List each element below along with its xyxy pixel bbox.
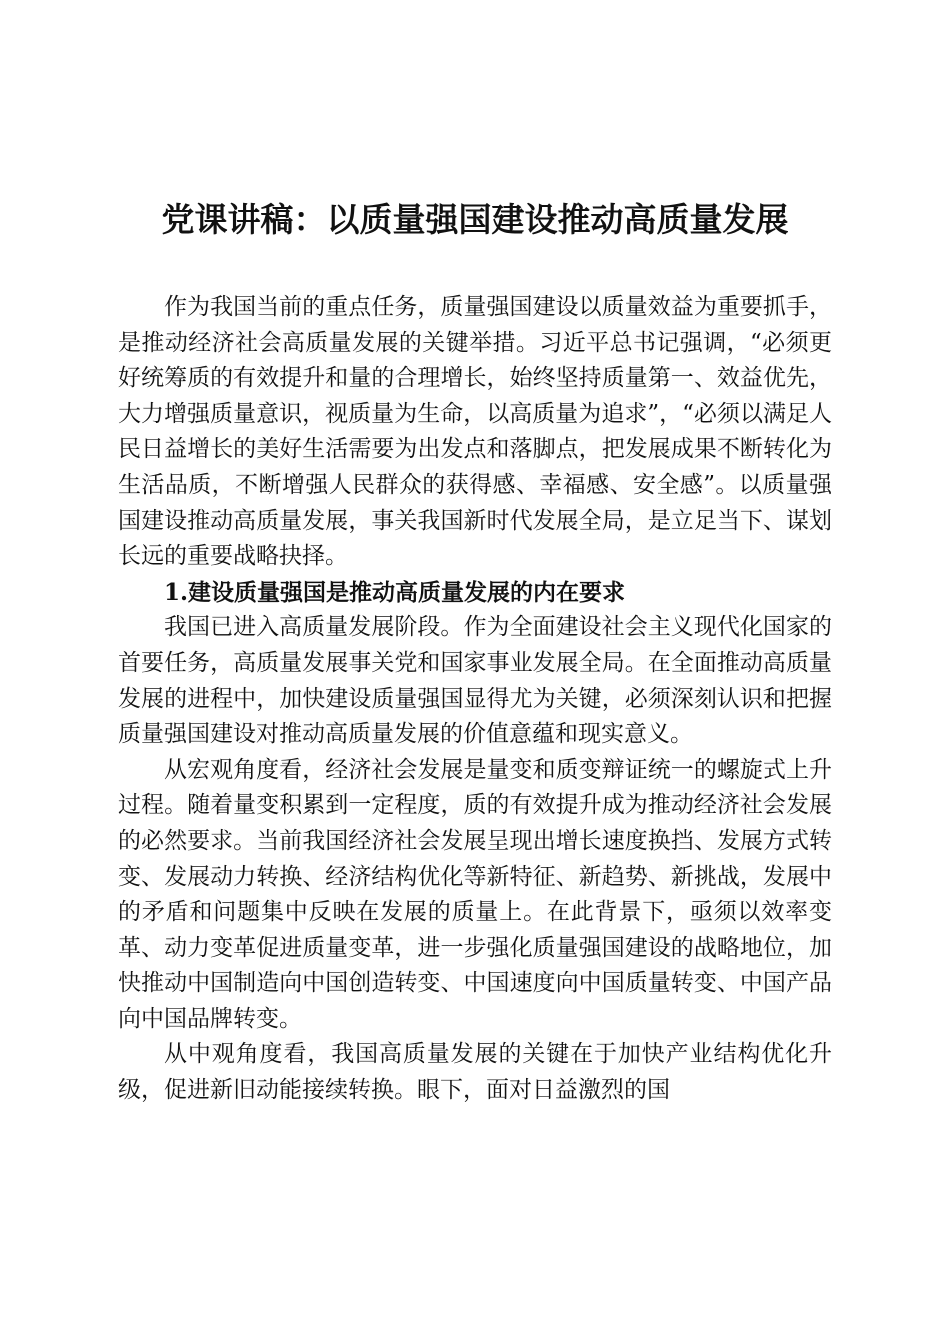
section-heading: 1.建设质量强国是推动高质量发展的内在要求 — [164, 578, 626, 606]
body-paragraph: 从宏观角度看，经济社会发展是量变和质变辩证统一的螺旋式上升过程。随着量变积累到一定程度，质的有效提升成为推动经济社会发展的必然要求。当前我国经济社会发展呈现出增长速度换挡、发展方式转变、发展动力转换、经济结构优化等新特征、新趋势、新挑战，发展中的矛盾和问题集中反映在发展的质量上。在此背景下，亟须以效率变革、动力变革促进质量变革，进一步强化质量强国建设的战略地位，加快推动中国制造向中国创造转变、中国速度向中国质量转变、中国产品向中国品牌转变。 — [118, 756, 832, 1032]
body-paragraph: 从中观角度看，我国高质量发展的关键在于加快产业结构优化升级，促进新旧动能接续转换。眼下，面对日益激烈的国 — [118, 1041, 832, 1104]
document-body — [118, 290, 832, 1109]
intro-paragraph: 作为我国当前的重点任务，质量强国建设以质量效益为重要抓手，是推动经济社会高质量发展的关键举措。习近平总书记强调，“必须更好统筹质的有效提升和量的合理增长，始终坚持质量第一、效益优先，大力增强质量意识，视质量为生命，以高质量为追求”，“必须以满足人民日益增长的美好生活需要为出发点和落脚点，把发展成果不断转化为生活品质，不断增强人民群众的获得感、幸福感、安全感”。以质量强国建设推动高质量发展，事关我国新时代发展全局，是立足当下、谋划长远的重要战略抉择。 — [118, 294, 832, 570]
document-title: 党课讲稿：以质量强国建设推动高质量发展 — [161, 200, 789, 239]
body-paragraph: 我国已进入高质量发展阶段。作为全面建设社会主义现代化国家的首要任务，高质量发展事关党和国家事业发展全局。在全面推动高质量发展的进程中，加快建设质量强国显得尤为关键，必须深刻认识和把握质量强国建设对推动高质量发展的价值意蕴和现实意义。 — [118, 614, 832, 748]
